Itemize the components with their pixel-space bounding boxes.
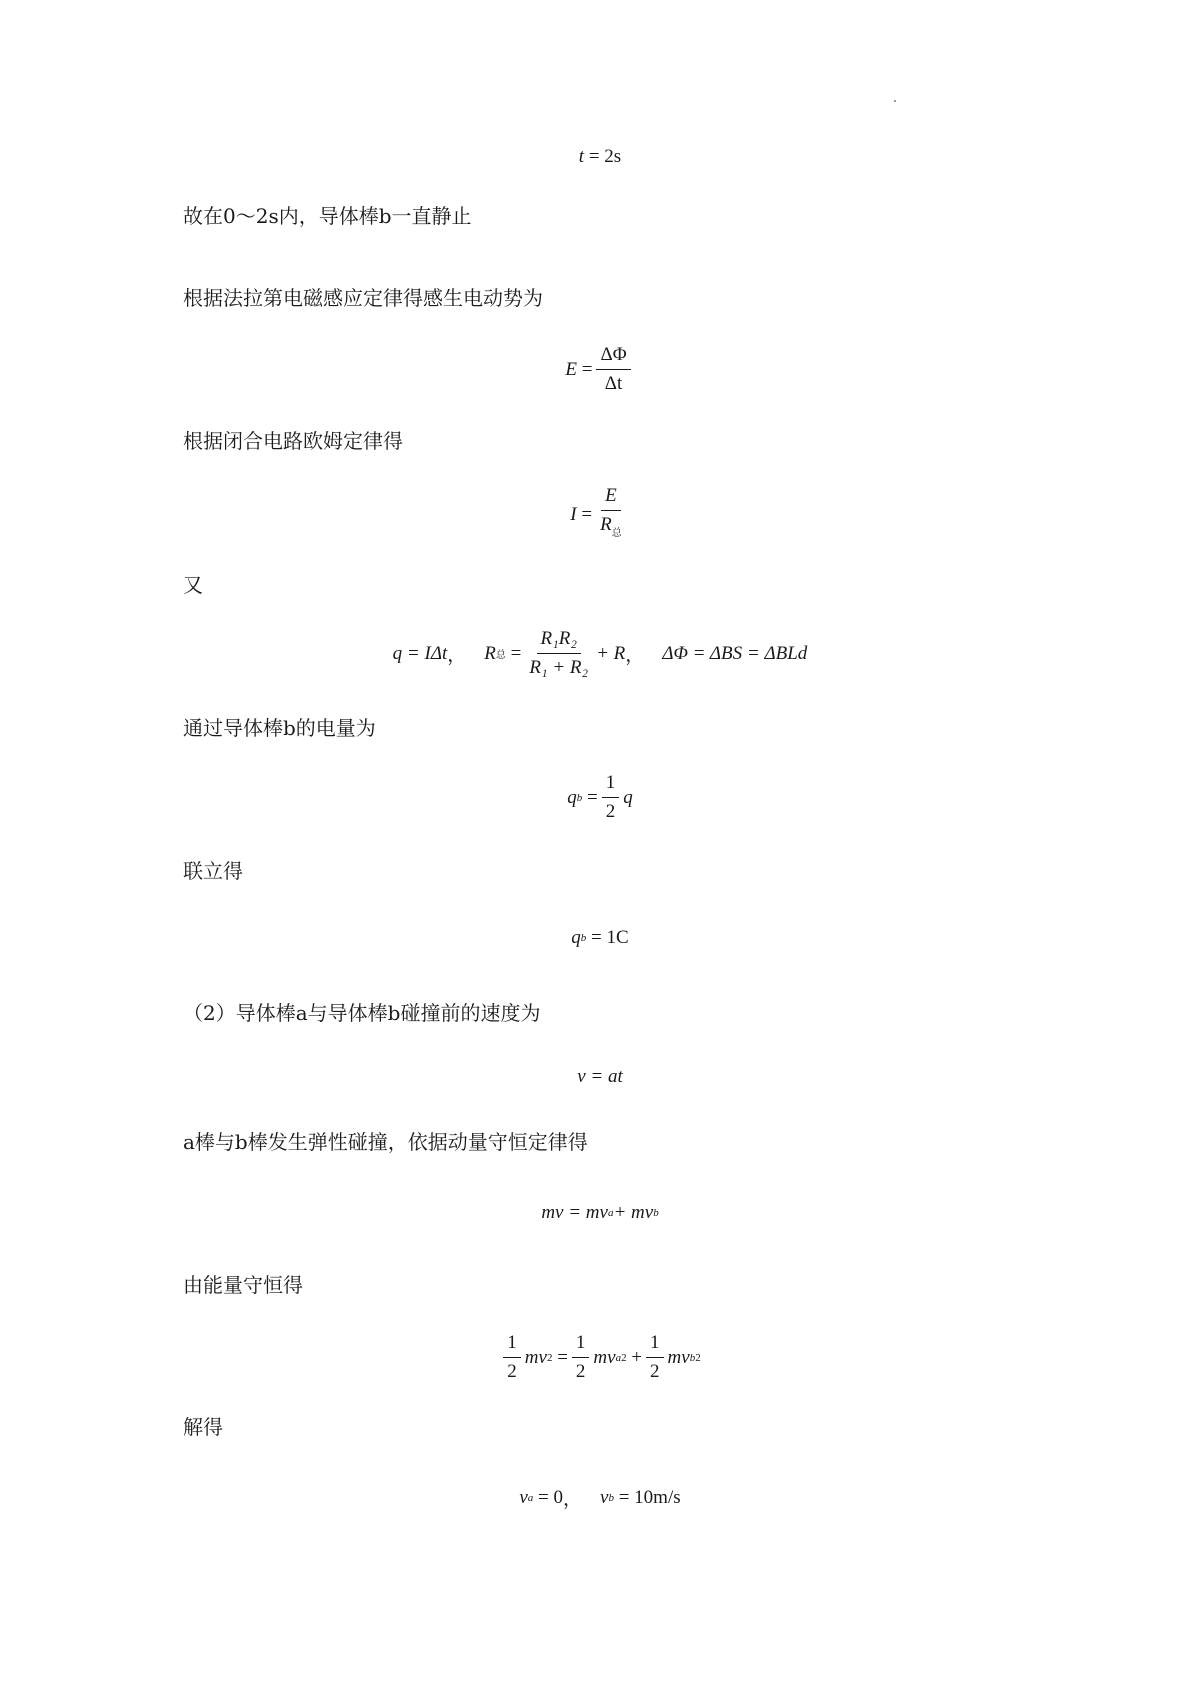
equation-time: t = 2s [578, 146, 622, 167]
fraction-current: $\frac{E}{R_总}$ [600, 485, 622, 539]
speck [894, 100, 896, 102]
fraction-resistance: $\frac{\text{R₁R₂}}{\text{R₁ + R₂}}$ [529, 628, 589, 678]
text-line-8: a棒与b棒发生弹性碰撞，依据动量守恒定律得 [183, 1130, 588, 1154]
equation-charge-resistance: q = IΔt ， R 总 = $\frac{\text{R₁R₂}}{\text{R₁ + R₂}}$ + R ， ΔΦ = ΔBS = ΔBLd [392, 628, 808, 678]
equation-momentum: mv = mv a + mv b [541, 1202, 659, 1223]
text-line-5: 通过导体棒b的电量为 [183, 716, 376, 740]
equation-velocity: v = at [577, 1066, 623, 1087]
text-line-10: 解得 [183, 1415, 223, 1439]
text-line-3: 根据闭合电路欧姆定律得 [183, 429, 403, 453]
text-line-1: 故在0～2s内，导体棒b一直静止 [183, 204, 472, 228]
equation-energy: $\frac{1}{2}$ mv 2 = $\frac{1}{2}$ mv a 2 + $\frac{1}{2}$ mv b 2 [0, 1332, 1200, 1383]
text-line-9: 由能量守恒得 [183, 1273, 303, 1297]
fraction-half: $\frac{1}{2}$ [602, 772, 620, 823]
equation-current: I = $\frac{E}{R_总}$ [0, 485, 1200, 545]
fraction-emf: $\frac{\Delta\Phi}{\Delta t}$ [596, 344, 630, 395]
equation-emf: E = $\frac{\Delta\Phi}{\Delta t}$ [0, 344, 1200, 395]
equation-results: v a = 0 ， v b = 10m/s [519, 1486, 681, 1510]
text-line-4: 又 [183, 573, 203, 597]
text-line-7: （2）导体棒a与导体棒b碰撞前的速度为 [183, 1001, 541, 1025]
equation-charge-result: q b = 1C [571, 927, 629, 948]
equation-charge-b: q b = $\frac{1}{2}$ q [567, 772, 633, 822]
text-line-2: 根据法拉第电磁感应定律得感生电动势为 [183, 286, 543, 310]
text-line-6: 联立得 [183, 859, 243, 883]
